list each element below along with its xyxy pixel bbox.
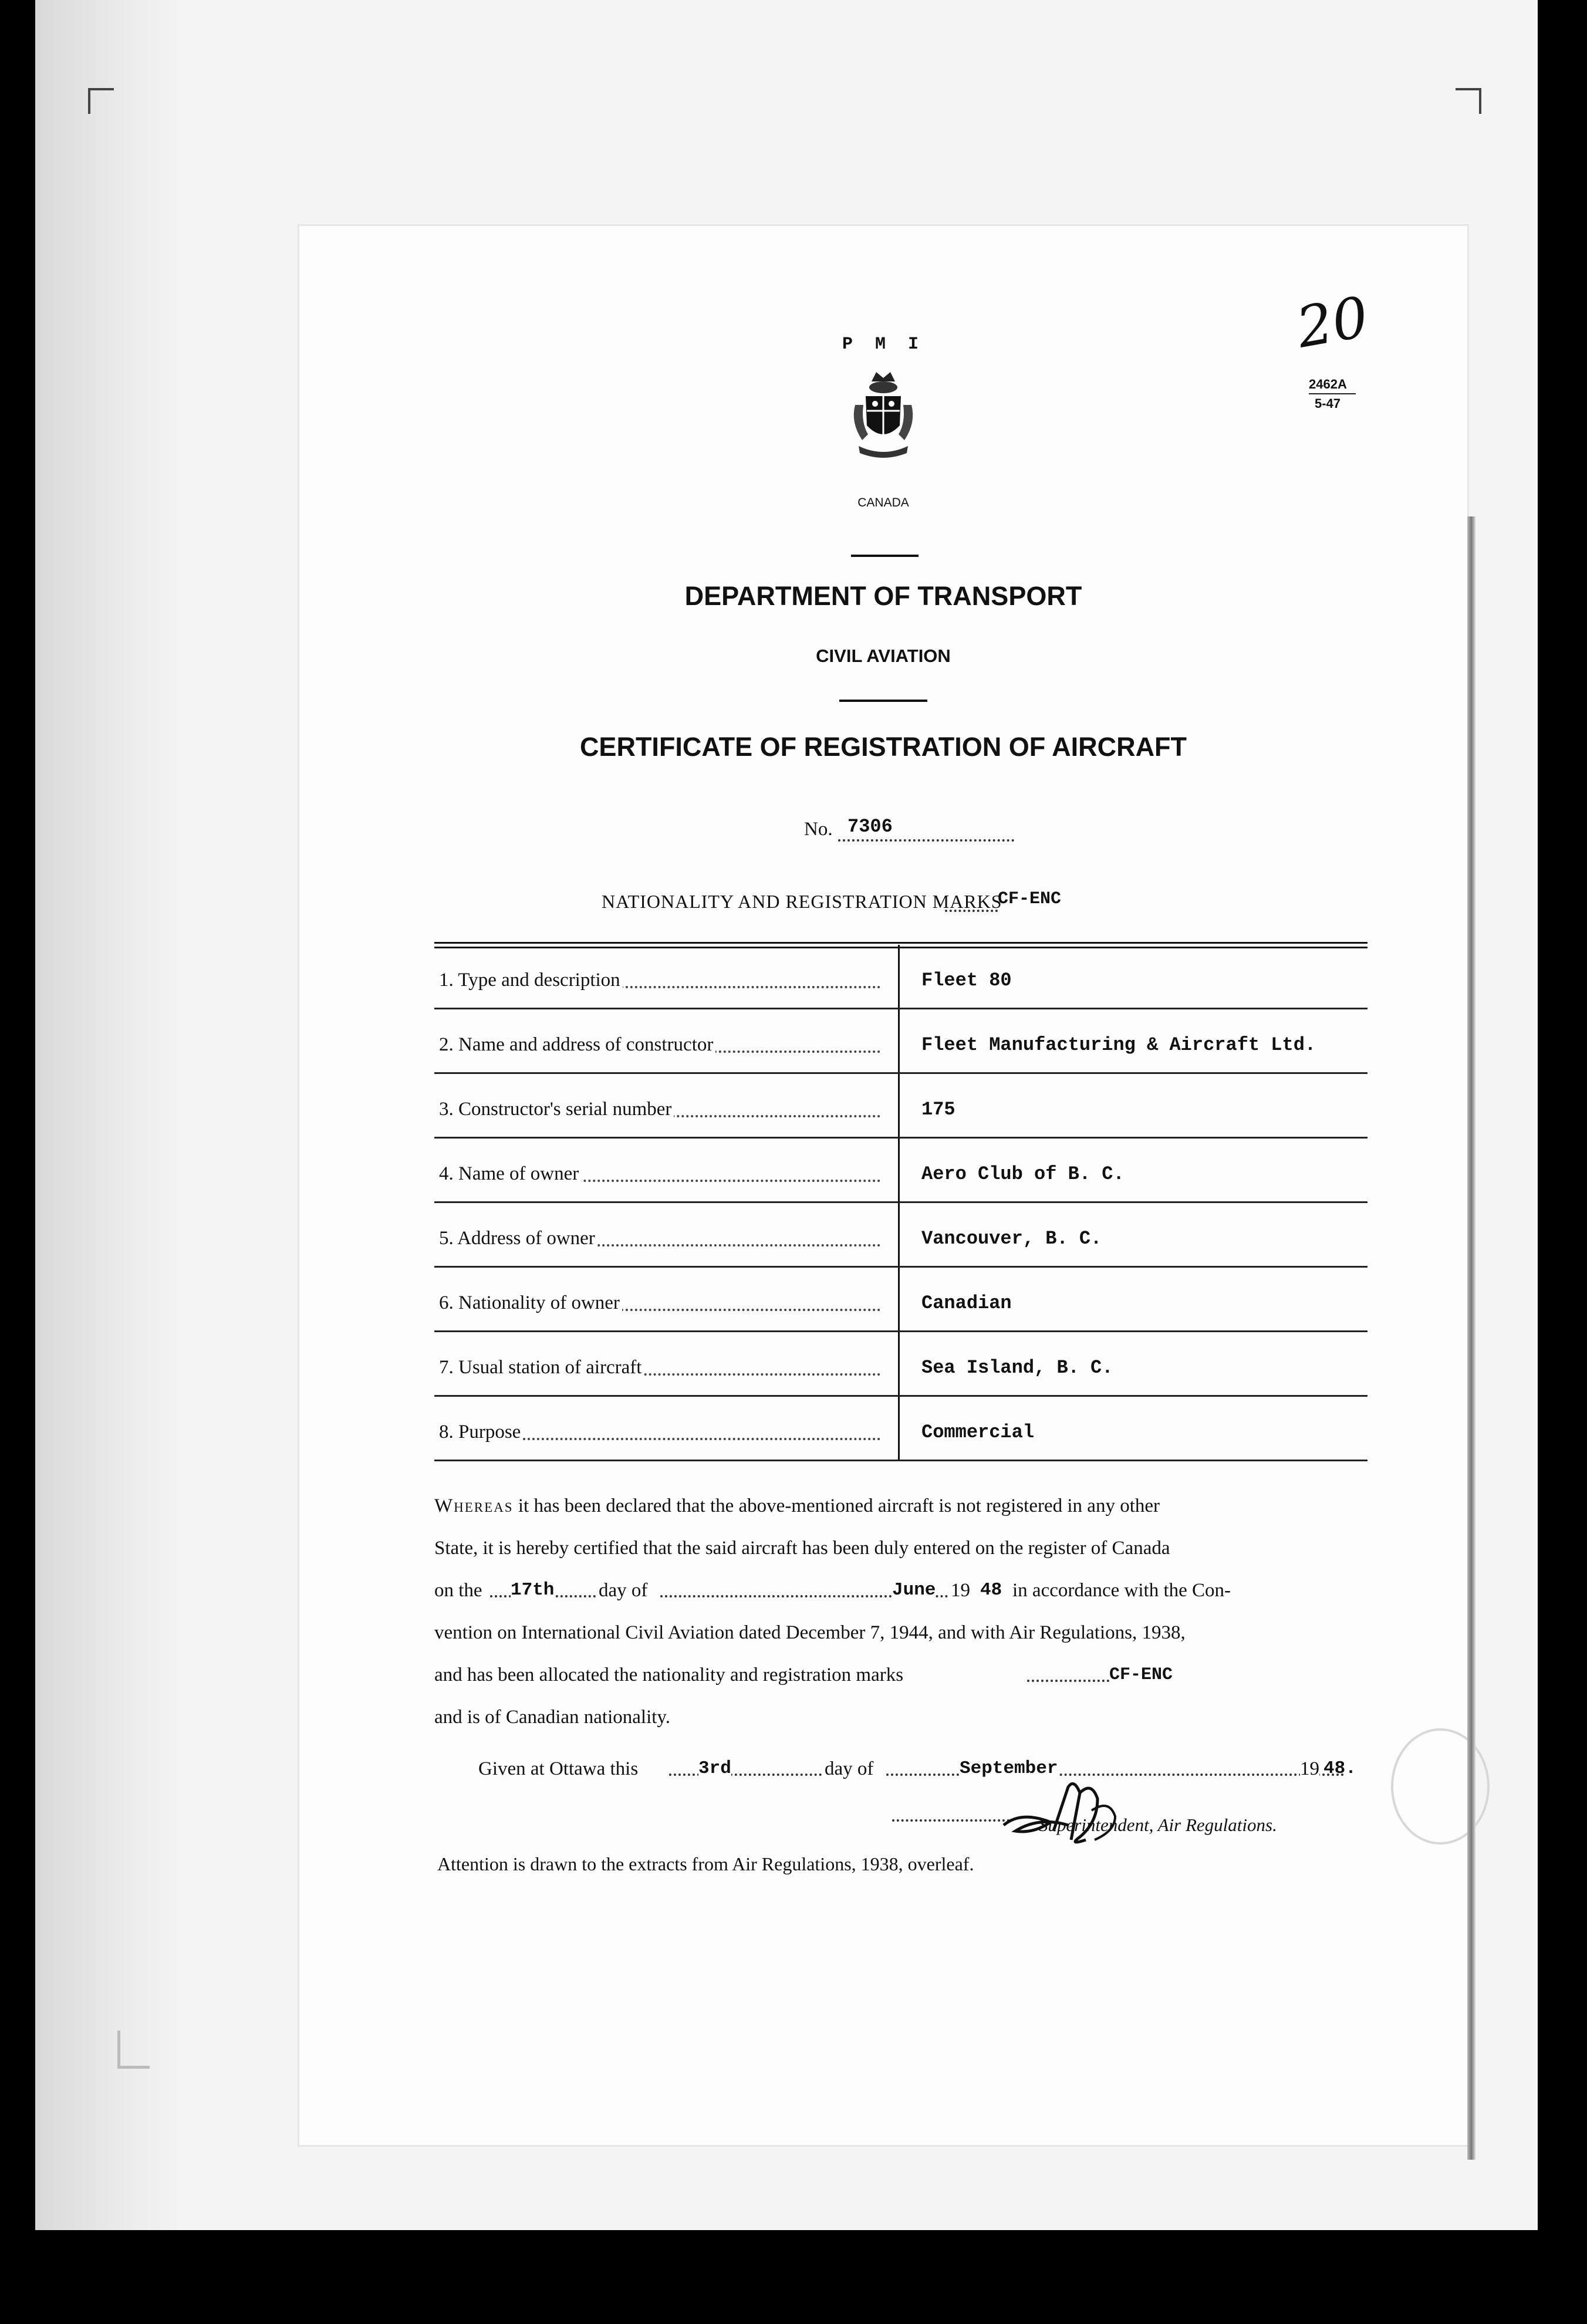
table-row (434, 945, 1367, 1009)
certification-line-1 (434, 1485, 1370, 1527)
number-leader (838, 839, 1014, 842)
branch-heading: CIVIL AVIATION (816, 646, 951, 666)
signatory-title: Superintendent, Air Regulations. (1039, 1815, 1277, 1835)
divider-middle (839, 700, 927, 702)
whereas-word: Whereas (434, 1495, 514, 1516)
marks-leader (945, 910, 998, 912)
given-year-prefix: 19 (1300, 1748, 1319, 1790)
crop-mark-top-right (1456, 88, 1481, 114)
table-row (434, 1203, 1367, 1268)
form-number: 2462A (1309, 377, 1347, 391)
table-row (434, 1332, 1367, 1397)
certification-line-2: State, it is hereby certified that the said aircraft has been duly entered on the register of Canada (434, 1538, 1170, 1559)
certificate-number: 7306 (845, 816, 895, 837)
certificate-sheet (299, 226, 1467, 2145)
field-label: 8. Purpose (439, 1421, 523, 1443)
given-year: 48. (1323, 1758, 1356, 1779)
table-row (434, 1139, 1367, 1203)
table-row (434, 1397, 1367, 1461)
row-rule (434, 1460, 1367, 1461)
field-value: Fleet 80 (921, 970, 1012, 991)
field-label: 5. Address of owner (439, 1228, 597, 1249)
field-value: Vancouver, B. C. (921, 1228, 1102, 1249)
field-label: 1. Type and description (439, 970, 623, 991)
field-value: Commercial (921, 1421, 1035, 1443)
field-value: Aero Club of B. C. (921, 1163, 1125, 1185)
field-value: Sea Island, B. C. (921, 1357, 1113, 1379)
allocation-leader (1027, 1680, 1109, 1682)
form-number-rule (1309, 393, 1356, 394)
allocated-marks: CF-ENC (1109, 1665, 1173, 1685)
department-heading: DEPARTMENT OF TRANSPORT (684, 581, 1082, 611)
printer-mark: P M I (842, 335, 924, 354)
field-value: Canadian (921, 1292, 1012, 1314)
certificate-title: CERTIFICATE OF REGISTRATION OF AIRCRAFT (579, 732, 1187, 762)
form-date: 5-47 (1315, 396, 1341, 411)
certification-line-4: vention on International Civil Aviation dated December 7, 1944, and with Air Regulations, 1938, (434, 1622, 1186, 1643)
coat-of-arms-icon (848, 370, 919, 464)
signature-leader (892, 1819, 1009, 1822)
day-of-text: day of (599, 1580, 648, 1601)
field-value: 175 (921, 1099, 955, 1120)
field-label: 4. Name of owner (439, 1163, 581, 1185)
table-row (434, 1009, 1367, 1074)
entry-year: 48 (980, 1580, 1002, 1600)
country-label: CANADA (857, 496, 909, 509)
field-label: 6. Nationality of owner (439, 1292, 622, 1314)
entry-day: 17th (511, 1569, 554, 1612)
divider-top (851, 555, 919, 557)
on-the-text: on the (434, 1580, 482, 1601)
year-prefix: 19 (951, 1580, 970, 1601)
given-day: 3rd (698, 1748, 731, 1790)
handwritten-page-number: 20 (1292, 285, 1373, 361)
entry-month: June (892, 1569, 936, 1612)
given-day-of-text: day of (825, 1758, 874, 1779)
table-row (434, 1268, 1367, 1332)
field-value: Fleet Manufacturing & Aircraft Ltd. (921, 1034, 1316, 1056)
field-label: 2. Name and address of constructor (439, 1034, 715, 1056)
given-day-leader (669, 1774, 822, 1776)
certification-line-3 (434, 1569, 1370, 1612)
table-row (434, 1074, 1367, 1139)
attention-note: Attention is drawn to the extracts from Air Regulations, 1938, overleaf. (437, 1853, 974, 1874)
allocation-text: and has been allocated the nationality and registration marks (434, 1664, 904, 1685)
table-top-rule (434, 942, 1367, 944)
crop-mark-top-left (88, 88, 114, 114)
field-label: 7. Usual station of aircraft (439, 1357, 644, 1379)
certification-line-5 (434, 1654, 1370, 1696)
page-edge-shadow (1467, 516, 1475, 2160)
line-3-tail: in accordance with the Con- (1012, 1580, 1231, 1601)
backing-shadow (35, 0, 188, 2230)
number-label: No. (804, 819, 833, 840)
field-label: 3. Constructor's serial number (439, 1099, 674, 1120)
marks-label: NATIONALITY AND REGISTRATION MARKS (602, 891, 1006, 913)
marks-value: CF-ENC (998, 889, 1062, 909)
given-month: September (960, 1748, 1058, 1790)
given-at-text: Given at Ottawa this (478, 1758, 639, 1779)
particulars-table (434, 945, 1367, 1461)
crop-mark-bottom-left (117, 2031, 150, 2069)
certification-line-6: and is of Canadian nationality. (434, 1707, 671, 1728)
given-line (434, 1748, 1370, 1790)
certification-text: it has been declared that the above-mentioned aircraft is not registered in any other (518, 1495, 1160, 1516)
